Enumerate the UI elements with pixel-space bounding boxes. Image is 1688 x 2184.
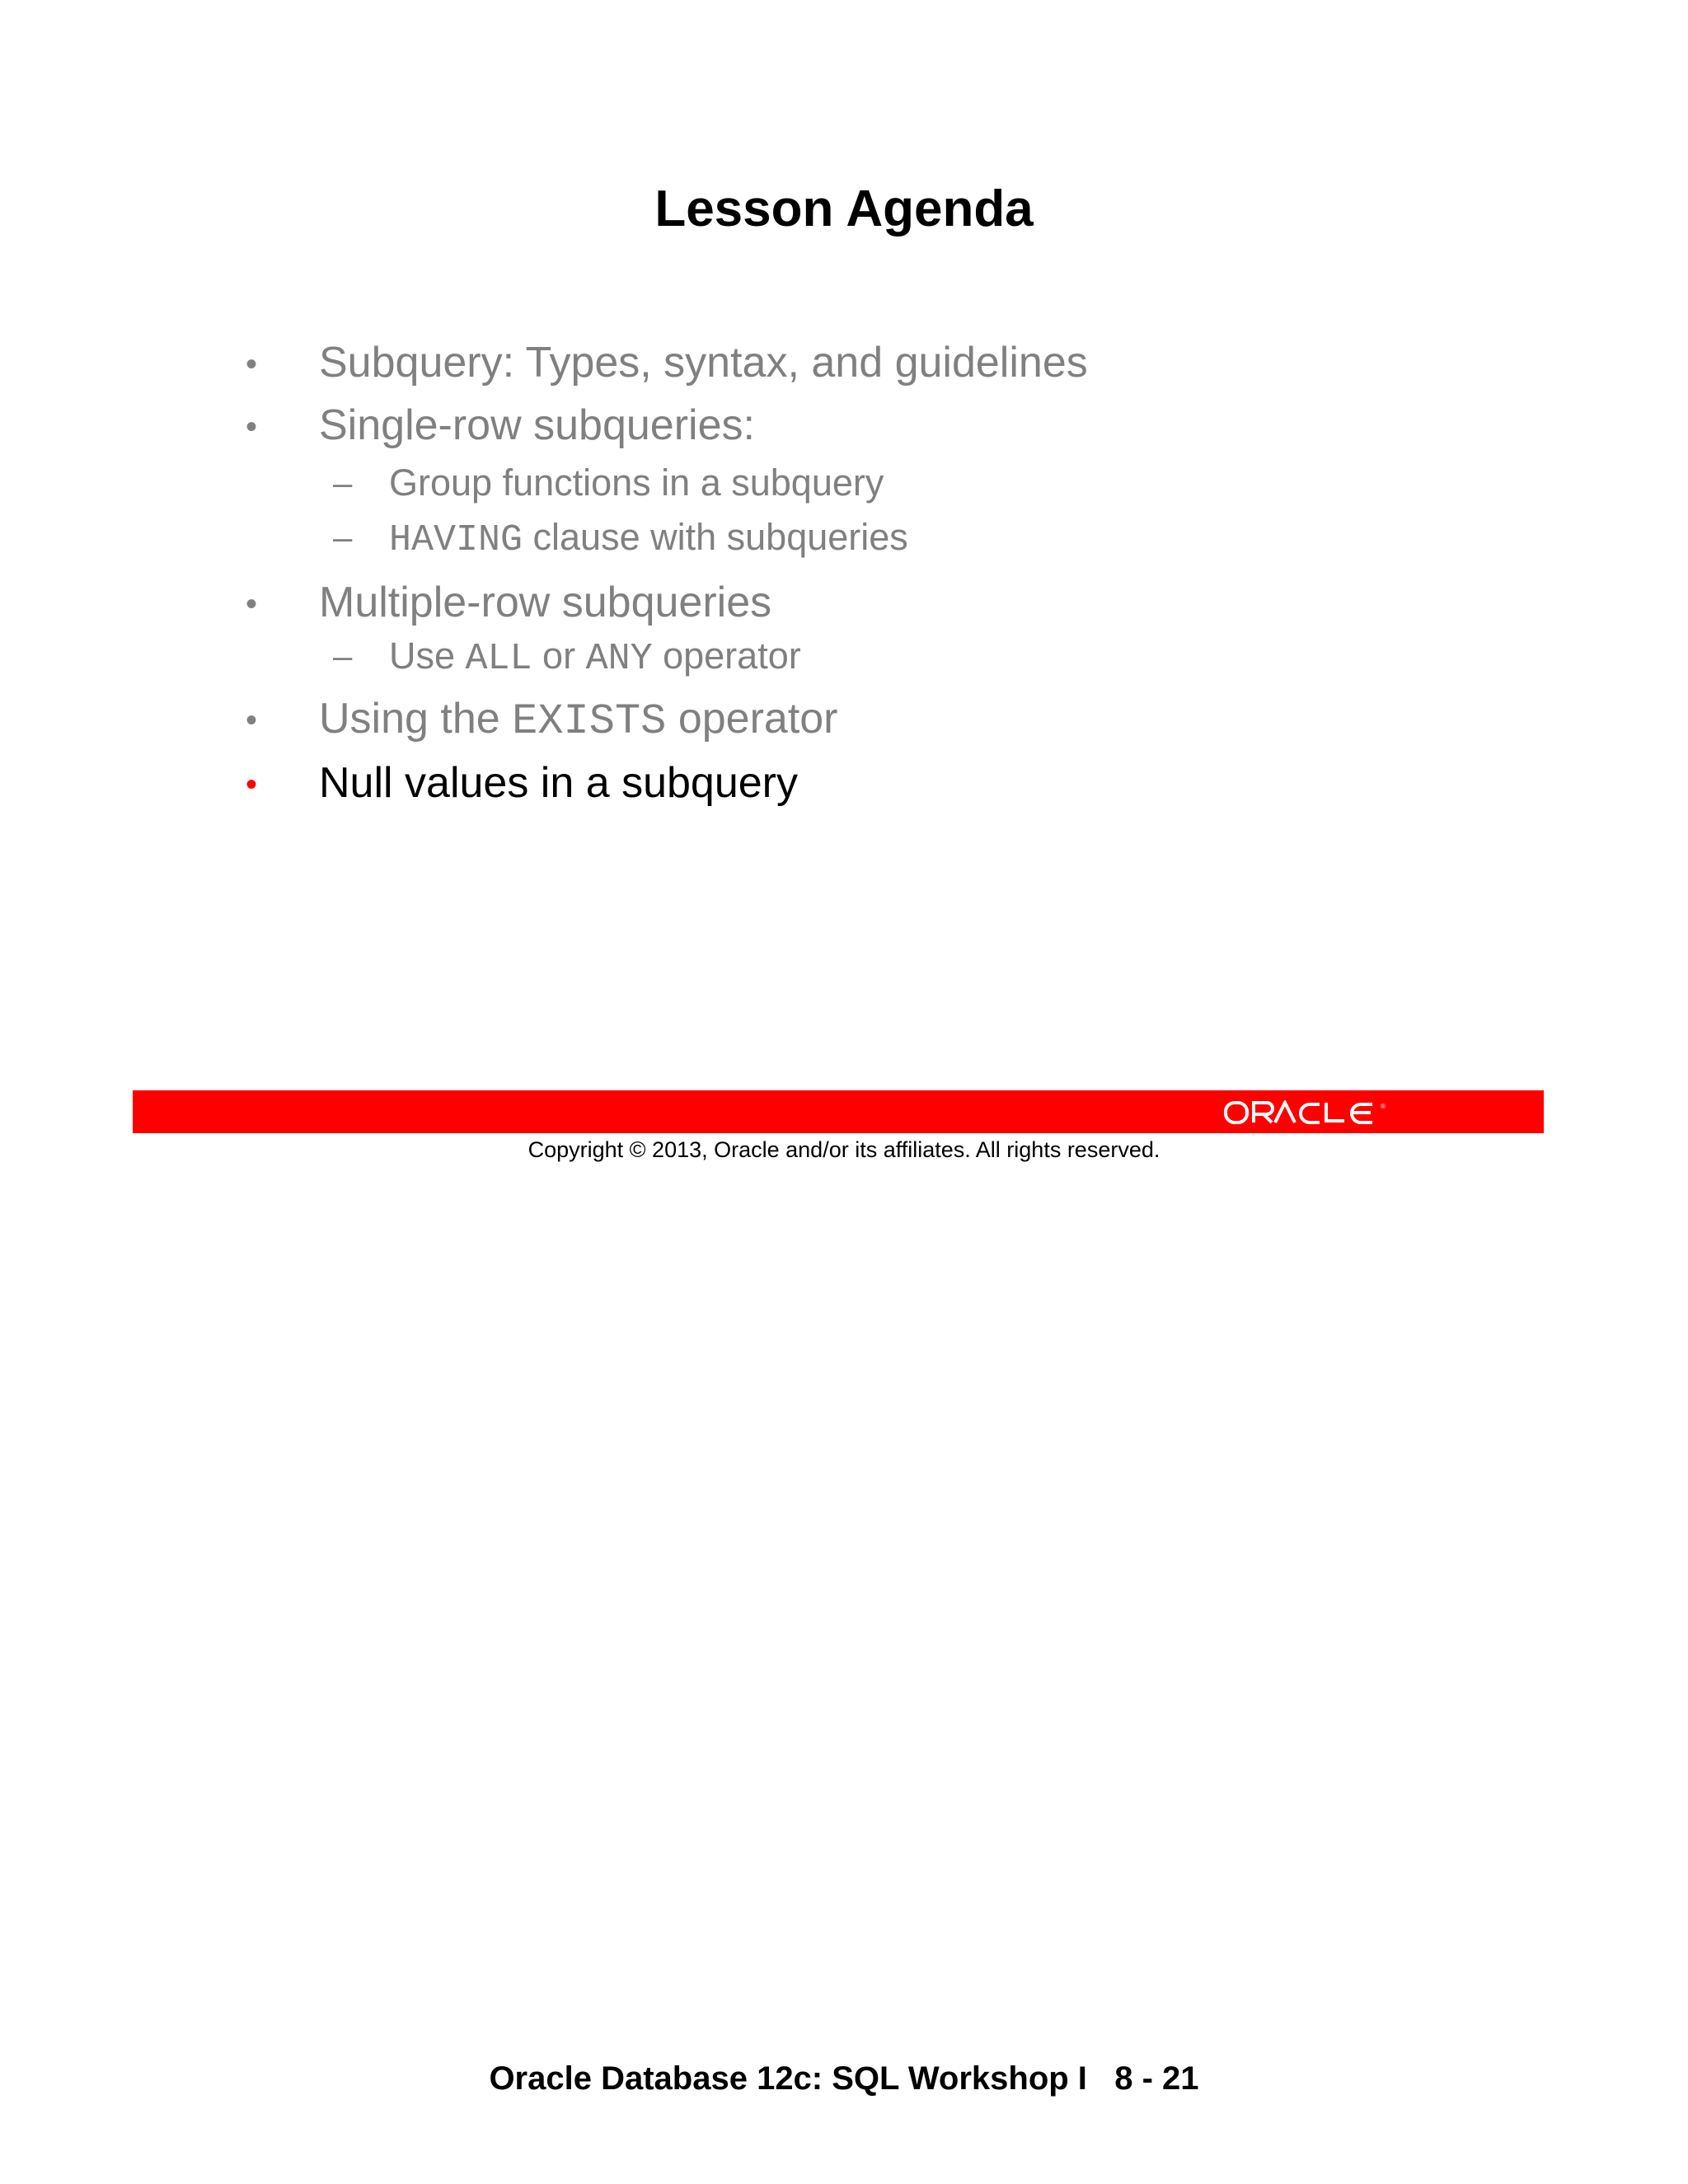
- dash-icon: –: [333, 463, 353, 502]
- agenda-item-label: Using the: [319, 695, 513, 743]
- oracle-logo: [1224, 1100, 1397, 1125]
- agenda-item-subquery-types: [319, 338, 1088, 387]
- agenda-item-code: ANY: [585, 638, 653, 680]
- agenda-item-label: operator: [652, 635, 801, 677]
- agenda-item-code: ALL: [465, 638, 532, 680]
- svg-text:®: ®: [1381, 1103, 1386, 1110]
- agenda-item-label: or: [532, 635, 586, 677]
- bullet-icon: •: [246, 586, 258, 622]
- agenda-item-label: Multiple-row subqueries: [319, 579, 772, 626]
- bullet-icon: •: [246, 409, 258, 445]
- footer-page-number: 8 - 21: [1114, 2060, 1199, 2097]
- agenda-item-label: Use: [389, 635, 466, 677]
- page-footer: [0, 2060, 1688, 2097]
- agenda-item-label: Null values in a subquery: [319, 759, 798, 807]
- agenda-list: [0, 0, 1688, 907]
- dash-icon: –: [333, 518, 353, 556]
- agenda-item-multiple-row: [319, 578, 771, 627]
- agenda-item-code: HAVING: [389, 519, 523, 561]
- agenda-item-single-row: [319, 401, 755, 450]
- copyright-notice: Copyright © 2013, Oracle and/or its affiliates. All rights reserved.: [528, 1137, 1160, 1162]
- agenda-subitem-having: [389, 516, 908, 561]
- agenda-item-label: Subquery: Types, syntax, and guidelines: [319, 339, 1088, 387]
- agenda-subitem-all-any: [389, 635, 801, 680]
- slide-title: Lesson Agenda: [654, 180, 1034, 237]
- agenda-item-label: clause with subqueries: [523, 516, 908, 558]
- bullet-icon: •: [246, 346, 258, 382]
- agenda-item-label: Single-row subqueries:: [319, 401, 755, 449]
- agenda-item-exists: [319, 694, 838, 746]
- dash-icon: –: [333, 636, 353, 675]
- agenda-item-code: EXISTS: [512, 697, 667, 746]
- footer-course-title: Oracle Database 12c: SQL Workshop I: [489, 2060, 1087, 2097]
- bullet-icon: •: [246, 766, 258, 803]
- agenda-item-label: operator: [666, 695, 838, 743]
- agenda-item-label: Group functions in a subquery: [389, 462, 884, 504]
- agenda-subitem-group-functions: [389, 462, 884, 504]
- bullet-icon: •: [246, 702, 258, 738]
- agenda-item-null-values: [319, 758, 798, 808]
